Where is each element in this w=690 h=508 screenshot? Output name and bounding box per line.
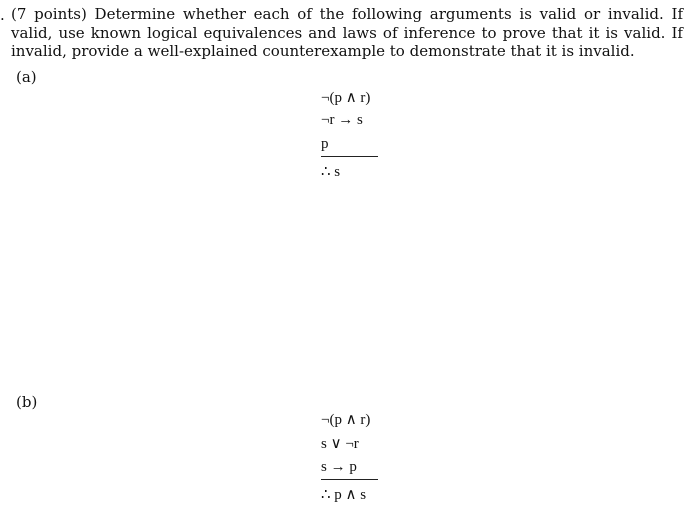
- part-a-label: (a): [16, 68, 37, 86]
- argument-b-premise-3: s → p: [321, 459, 357, 475]
- argument-a-premise-1: ¬(p ∧ r): [321, 90, 371, 106]
- argument-a-premise-3: p: [321, 136, 329, 152]
- argument-b-premise-1: ¬(p ∧ r): [321, 412, 371, 428]
- problem-statement: (7 points) Determine whether each of the following arguments is valid or invalid. If valid, use known logical equivalences and laws of inference to prove that it is valid. If invalid, provide a well-explained counterexample to demonstrate that it is invalid.: [11, 5, 683, 60]
- argument-a-premise-2: ¬r → s: [321, 112, 363, 128]
- argument-a-conclusion: ∴ s: [321, 164, 341, 180]
- argument-b-premise-2: s ∨ ¬r: [321, 436, 359, 452]
- argument-b-conclusion: ∴ p ∧ s: [321, 487, 367, 503]
- argument-b-conclusion-rule: [321, 479, 378, 480]
- problem-number-marker: .: [0, 6, 5, 24]
- part-b-label: (b): [16, 393, 38, 411]
- argument-a-conclusion-rule: [321, 156, 378, 157]
